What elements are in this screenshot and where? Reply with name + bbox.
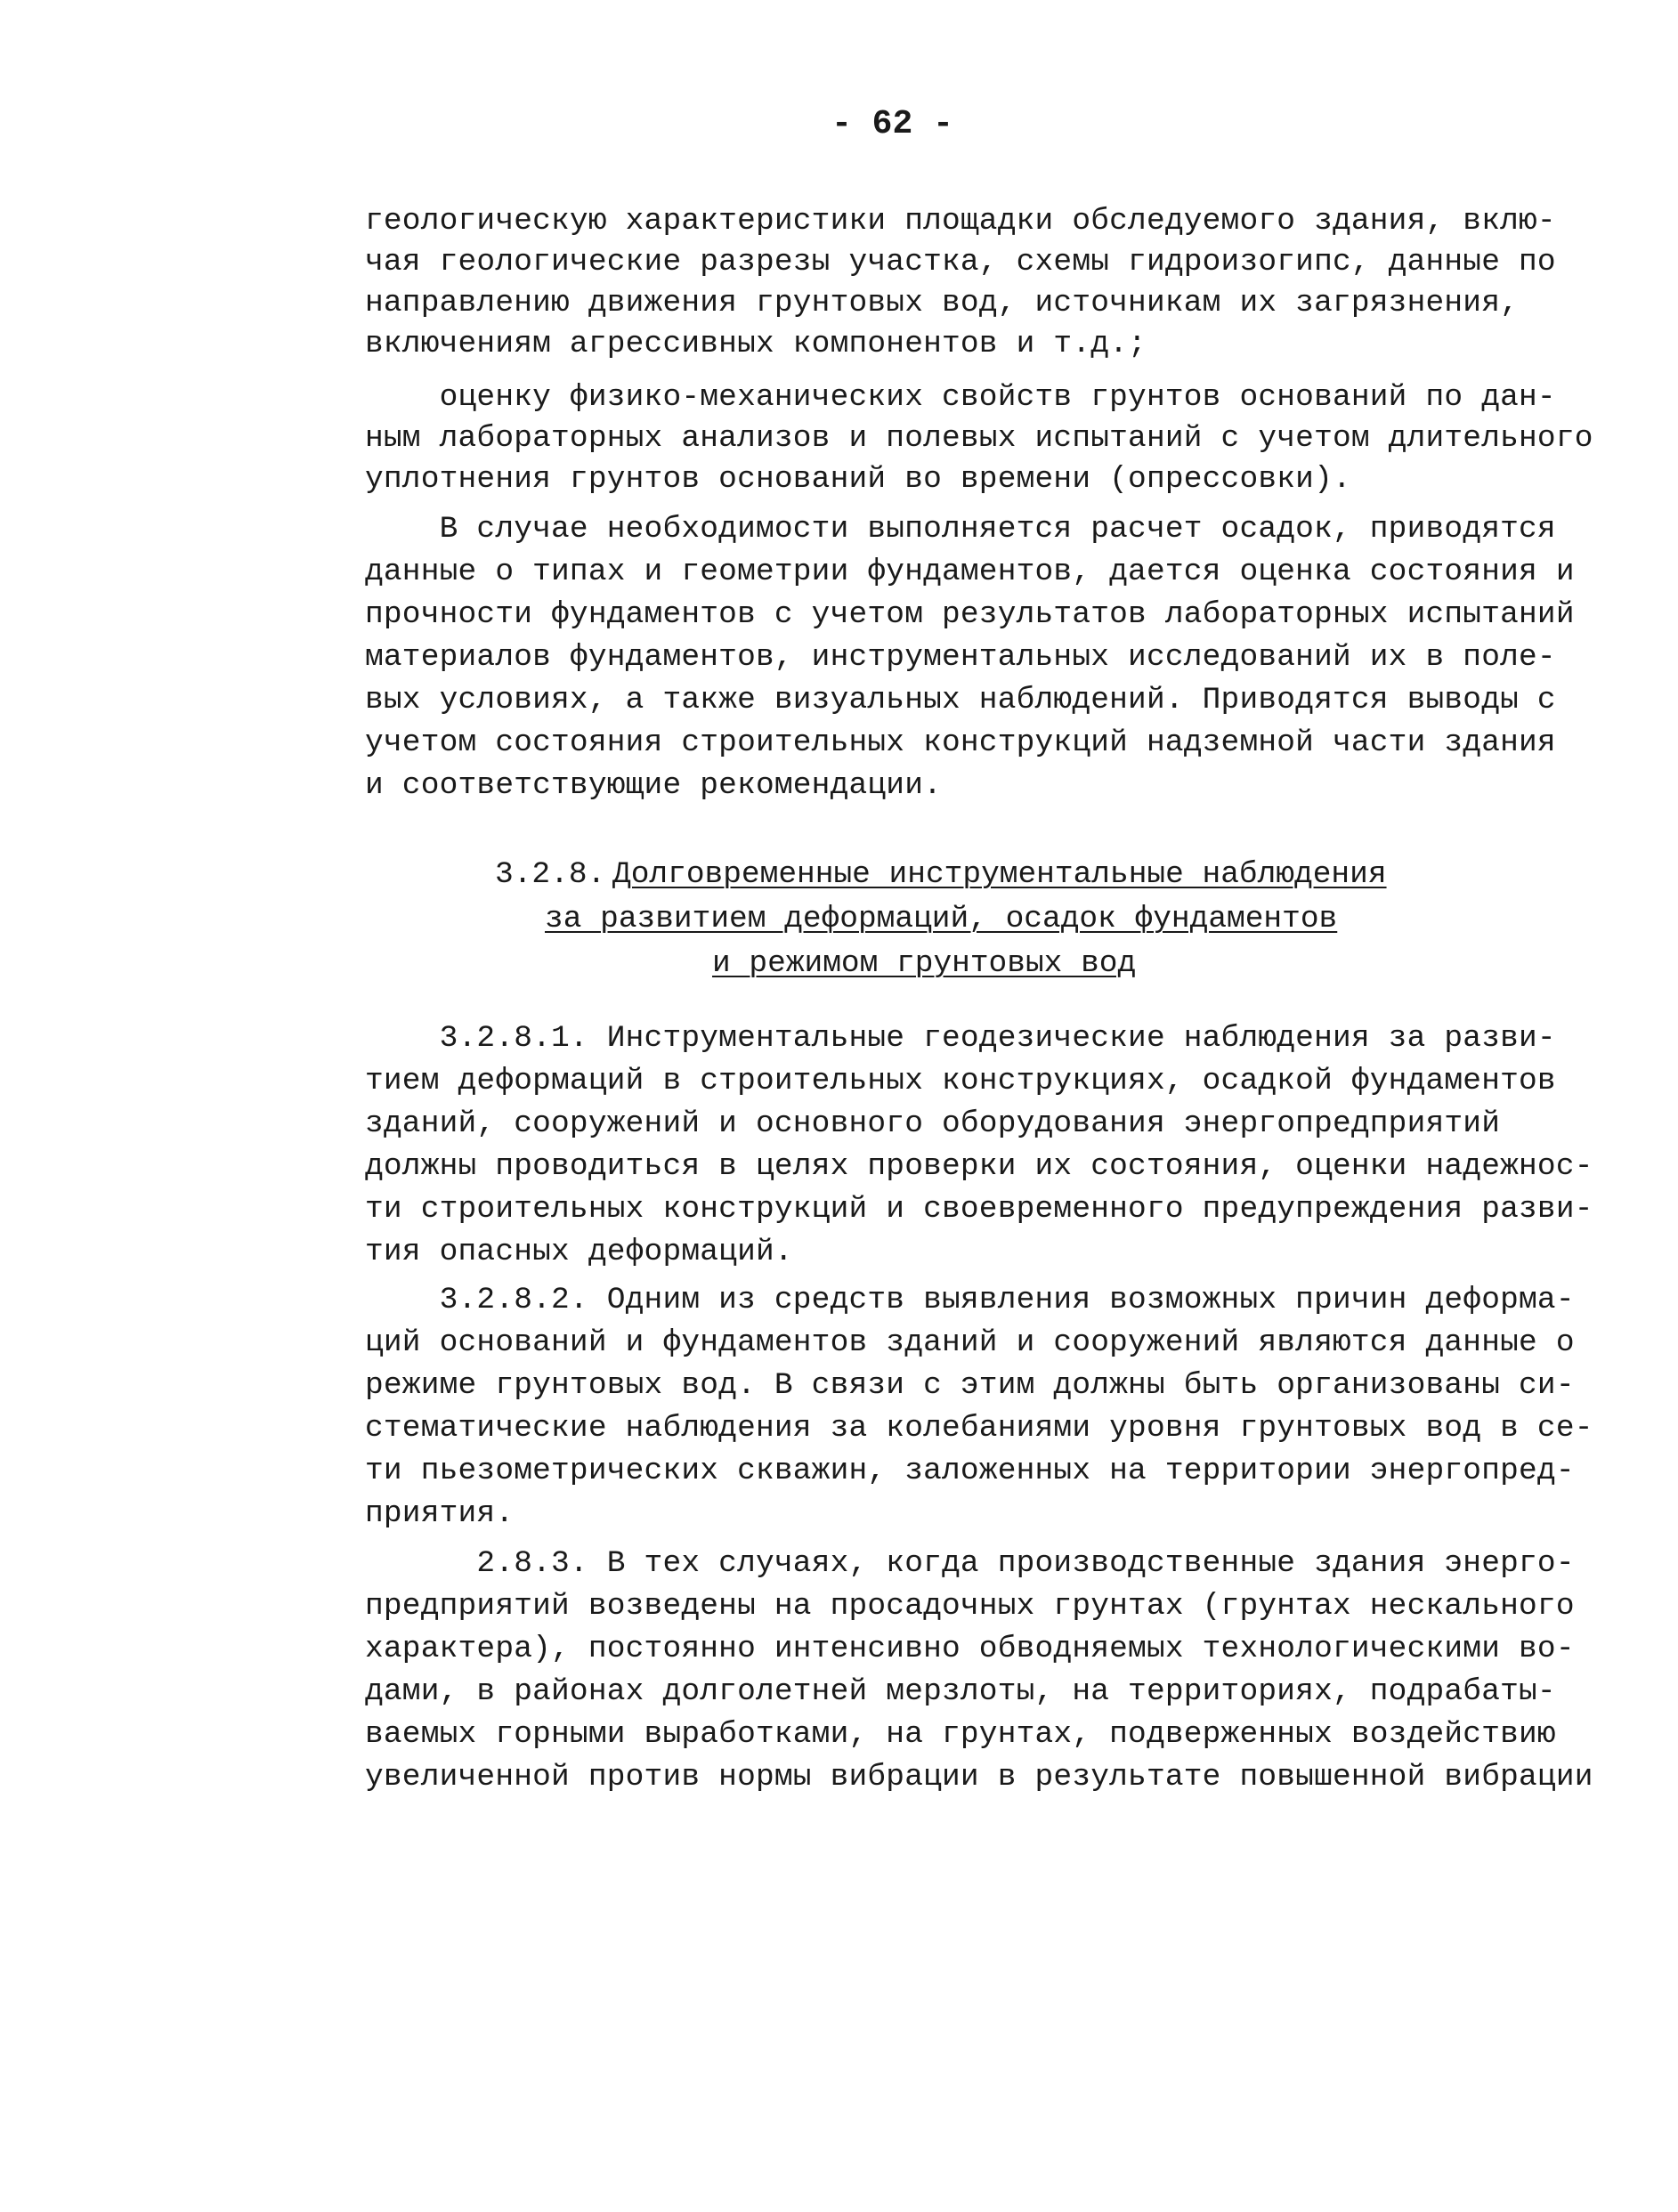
text-line: тием деформаций в строительных конструкциях, осадкой фундаментов [365,1064,1556,1098]
text-line: ваемых горными выработками, на грунтах, подверженных воздействию [365,1717,1556,1752]
text-line: стематические наблюдения за колебаниями уровня грунтовых вод в се- [365,1411,1593,1446]
page-number: - 62 - [831,105,953,143]
text-line: должны проводиться в целях проверки их состояния, оценки надежнос- [365,1149,1593,1184]
text-line: включениям агрессивных компонентов и т.д.; [365,327,1147,361]
text-line: 3.2.8.2. Одним из средств выявления возможных причин деформа- [365,1283,1575,1317]
text-line: ным лабораторных анализов и полевых испытаний с учетом длительного [365,421,1593,456]
text-line: предприятий возведены на просадочных грунтах (грунтах нескального [365,1589,1575,1624]
text-line: данные о типах и геометрии фундаментов, дается оценка состояния и [365,555,1575,589]
text-line: 3.2.8.1. Инструментальные геодезические наблюдения за разви- [365,1021,1556,1056]
text-line: дами, в районах долголетней мерзлоты, на территориях, подрабаты- [365,1674,1556,1709]
text-line: тия опасных деформаций. [365,1235,793,1269]
text-line: В случае необходимости выполняется расчет осадок, приводятся [365,512,1556,547]
section-number: 3.2.8. [495,857,606,892]
text-line: чая геологические разрезы участка, схемы гидроизогипс, данные по [365,245,1556,280]
text-line: уплотнения грунтов оснований во времени (опрессовки). [365,462,1351,497]
text-line: зданий, сооружений и основного оборудования энергопредприятий [365,1106,1501,1141]
text-line: вых условиях, а также визуальных наблюдений. Приводятся выводы с [365,683,1556,717]
text-line: ти пьезометрических скважин, заложенных на территории энергопред- [365,1454,1575,1488]
text-line: учетом состояния строительных конструкций надземной части здания [365,725,1556,760]
heading-line-1: Долговременные инструментальные наблюдения [612,857,1387,892]
text-line: материалов фундаментов, инструментальных исследований их в поле- [365,640,1556,675]
text-line: режиме грунтовых вод. В связи с этим должны быть организованы си- [365,1368,1575,1403]
text-line: геологическую характеристики площадки обследуемого здания, вклю- [365,204,1556,239]
heading-line-2: за развитием деформаций, осадок фундаментов [545,902,1338,936]
text-line: и соответствующие рекомендации. [365,768,943,803]
text-line: увеличенной против нормы вибрации в результате повышенной вибрации [365,1760,1593,1795]
text-line: ти строительных конструкций и своевременного предупреждения разви- [365,1192,1593,1227]
text-line: оценку физико-механических свойств грунтов оснований по дан- [365,380,1556,415]
heading-line-3: и режимом грунтовых вод [712,946,1137,981]
text-line: ций оснований и фундаментов зданий и сооружений являются данные о [365,1325,1575,1360]
text-line: 2.8.3. В тех случаях, когда производственные здания энерго- [365,1546,1575,1581]
text-line: прочности фундаментов с учетом результатов лабораторных испытаний [365,597,1575,632]
text-line: характера), постоянно интенсивно обводняемых технологическими во- [365,1632,1575,1666]
text-line: направлению движения грунтовых вод, источникам их загрязнения, [365,286,1520,320]
text-line: приятия. [365,1496,515,1531]
